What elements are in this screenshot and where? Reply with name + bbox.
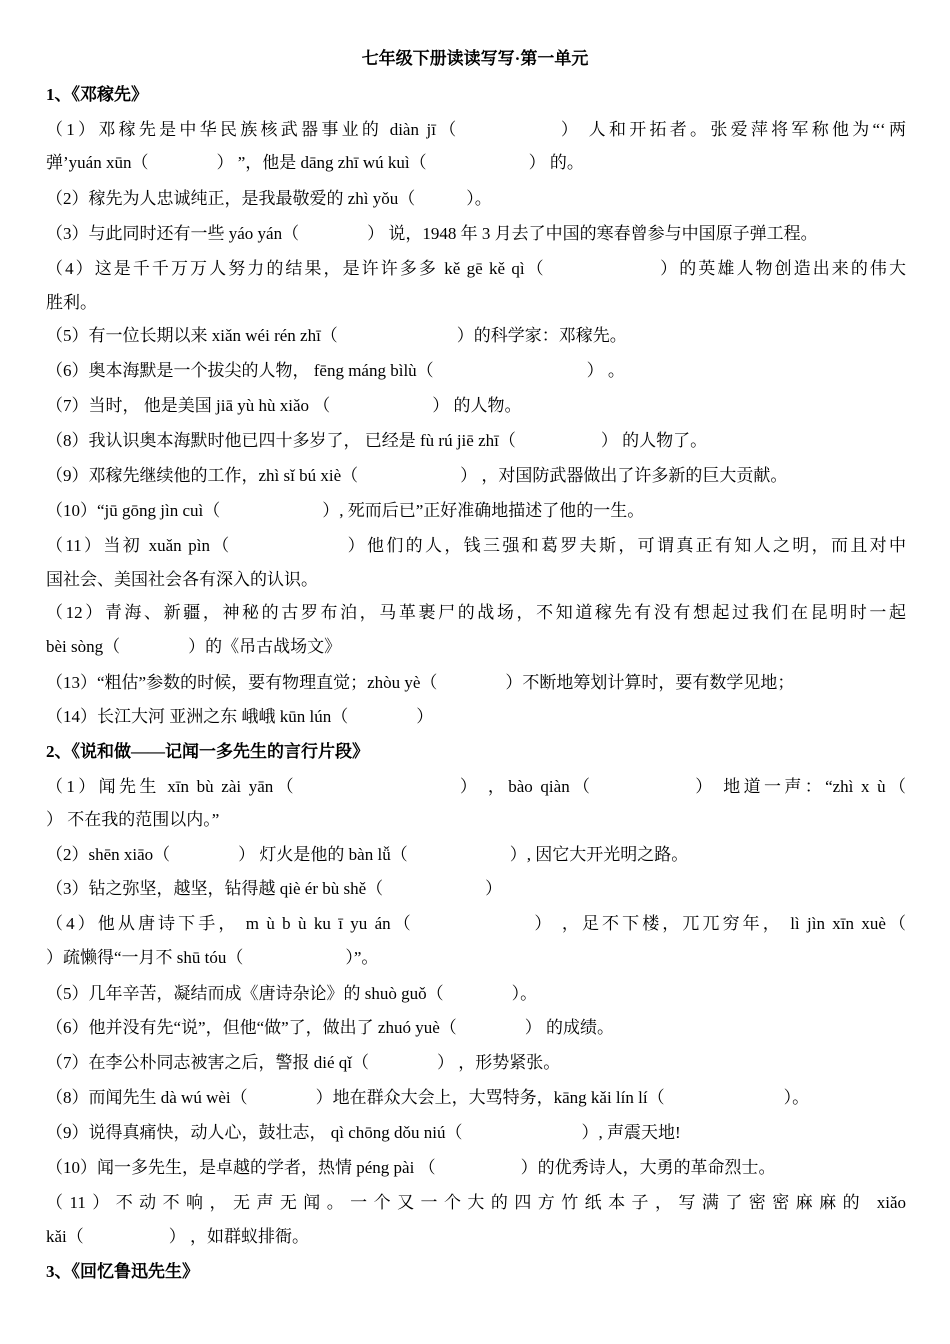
section-2-line: （11）不动不响，无声无闻。一个又一个大的四方竹纸本子，写满了密密麻麻的 xiǎo bbox=[46, 1193, 906, 1212]
section-2-line: ）疏懒得“一月不 shū tóu（ ）”。 bbox=[46, 948, 379, 967]
section-2-line: （7）在李公朴同志被害之后，警报 dié qǐ（ ） ，形势紧张。 bbox=[46, 1053, 561, 1072]
section-1-line: （11）当初 xuǎn pìn（ ）他们的人，钱三强和葛罗夫斯，可谓真正有知人之明，而且对中 bbox=[46, 536, 906, 555]
section-1-line: （9）邓稼先继续他的工作，zhì sǐ bú xiè（ ） ，对国防武器做出了许多新的巨大贡献。 bbox=[46, 466, 788, 485]
section-1-line: 胜利。 bbox=[46, 293, 97, 312]
section-2-line: （10）闻一多先生，是卓越的学者，热情 péng pài （ ）的优秀诗人，大勇的革命烈士。 bbox=[46, 1158, 776, 1177]
section-2-line: （3）钻之弥坚，越坚，钻得越 qiè ér bù shě（ ） bbox=[46, 879, 503, 898]
section-1-line: （5）有一位长期以来 xiǎn wéi rén zhī（ ）的科学家：邓稼先。 bbox=[46, 326, 627, 345]
page-title: 七年级下册读读写写·第一单元 bbox=[361, 49, 589, 68]
section-2-line: （6）他并没有先“说”，但他“做”了，做出了 zhuó yuè（ ） 的成绩。 bbox=[46, 1018, 615, 1037]
section-2-line: （5）几年辛苦，凝结而成《唐诗杂论》的 shuò guǒ（ ）。 bbox=[46, 984, 538, 1003]
section-1-line: 国社会、美国社会各有深入的认识。 bbox=[46, 570, 318, 589]
section-1-line: （13）“粗估”参数的时候，要有物理直觉；zhòu yè（ ）不断地筹划计算时，要有数学见地； bbox=[46, 673, 795, 692]
section-2-line: （1）闻先生 xīn bù zài yān（ ） ，bào qiàn（ ） 地道一声：“zhì x ù（ bbox=[46, 777, 906, 796]
section-1-line: （2）稼先为人忠诚纯正，是我最敬爱的 zhì yǒu（ ）。 bbox=[46, 189, 492, 208]
section-2-line: ） 不在我的范围以内。” bbox=[46, 810, 220, 829]
section-1-line: （10）“jū gōng jìn cuì（ ）, 死而后已”正好准确地描述了他的一生。 bbox=[46, 501, 645, 520]
section-1-line: （6）奥本海默是一个拔尖的人物， fēng máng bìlù（ ） 。 bbox=[46, 361, 625, 380]
section-2-line: （2）shēn xiāo（ ） 灯火是他的 bàn lǚ（ ）, 因它大开光明之路。 bbox=[46, 845, 689, 864]
section-2-heading: 2、《说和做——记闻一多先生的言行片段》 bbox=[46, 742, 369, 761]
section-1-line: （4）这是千千万万人努力的结果，是许许多多 kě gē kě qì（ ）的英雄人物创造出来的伟大 bbox=[46, 259, 906, 278]
section-1-heading: 1、《邓稼先》 bbox=[46, 85, 148, 104]
section-1-line: （14）长江大河 亚洲之东 峨峨 kūn lún（ ） bbox=[46, 707, 434, 726]
section-2-line: （9）说得真痛快，动人心，鼓壮志， qì chōng dǒu niú（ ）, 声震天地! bbox=[46, 1123, 681, 1142]
section-3-heading: 3、《回忆鲁迅先生》 bbox=[46, 1262, 199, 1281]
section-1-line: （12）青海、新疆，神秘的古罗布泊，马革裹尸的战场，不知道稼先有没有想起过我们在昆明时一起 bbox=[46, 603, 906, 622]
section-1-line: 弹’yuán xūn（ ） ”，他是 dāng zhī wú kuì（ ） 的。 bbox=[46, 153, 584, 172]
section-1-line: （1）邓稼先是中华民族核武器事业的 diàn jī（ ） 人和开拓者。张爱萍将军称他为“‘两 bbox=[46, 120, 906, 139]
section-1-line: bèi sòng（ ）的《吊古战场文》 bbox=[46, 637, 342, 656]
section-1-line: （8）我认识奥本海默时他已四十多岁了， 已经是 fù rú jiē zhī（ ） 的人物了。 bbox=[46, 431, 708, 450]
section-2-line: kǎi（ ） ，如群蚁排衙。 bbox=[46, 1227, 310, 1246]
section-1-line: （3）与此同时还有一些 yáo yán（ ） 说，1948 年 3 月去了中国的寒春曾参与中国原子弹工程。 bbox=[46, 224, 818, 243]
section-2-line: （8）而闻先生 dà wú wèi（ ）地在群众大会上，大骂特务，kāng kǎi lín lí（ ）。 bbox=[46, 1088, 810, 1107]
section-1-line: （7）当时， 他是美国 jiā yù hù xiǎo （ ） 的人物。 bbox=[46, 396, 522, 415]
section-2-line: （4）他从唐诗下手， m ù b ù ku ī yu án（ ） ，足不下楼，兀兀穷年， lì jìn xīn xuè（ bbox=[46, 914, 906, 933]
